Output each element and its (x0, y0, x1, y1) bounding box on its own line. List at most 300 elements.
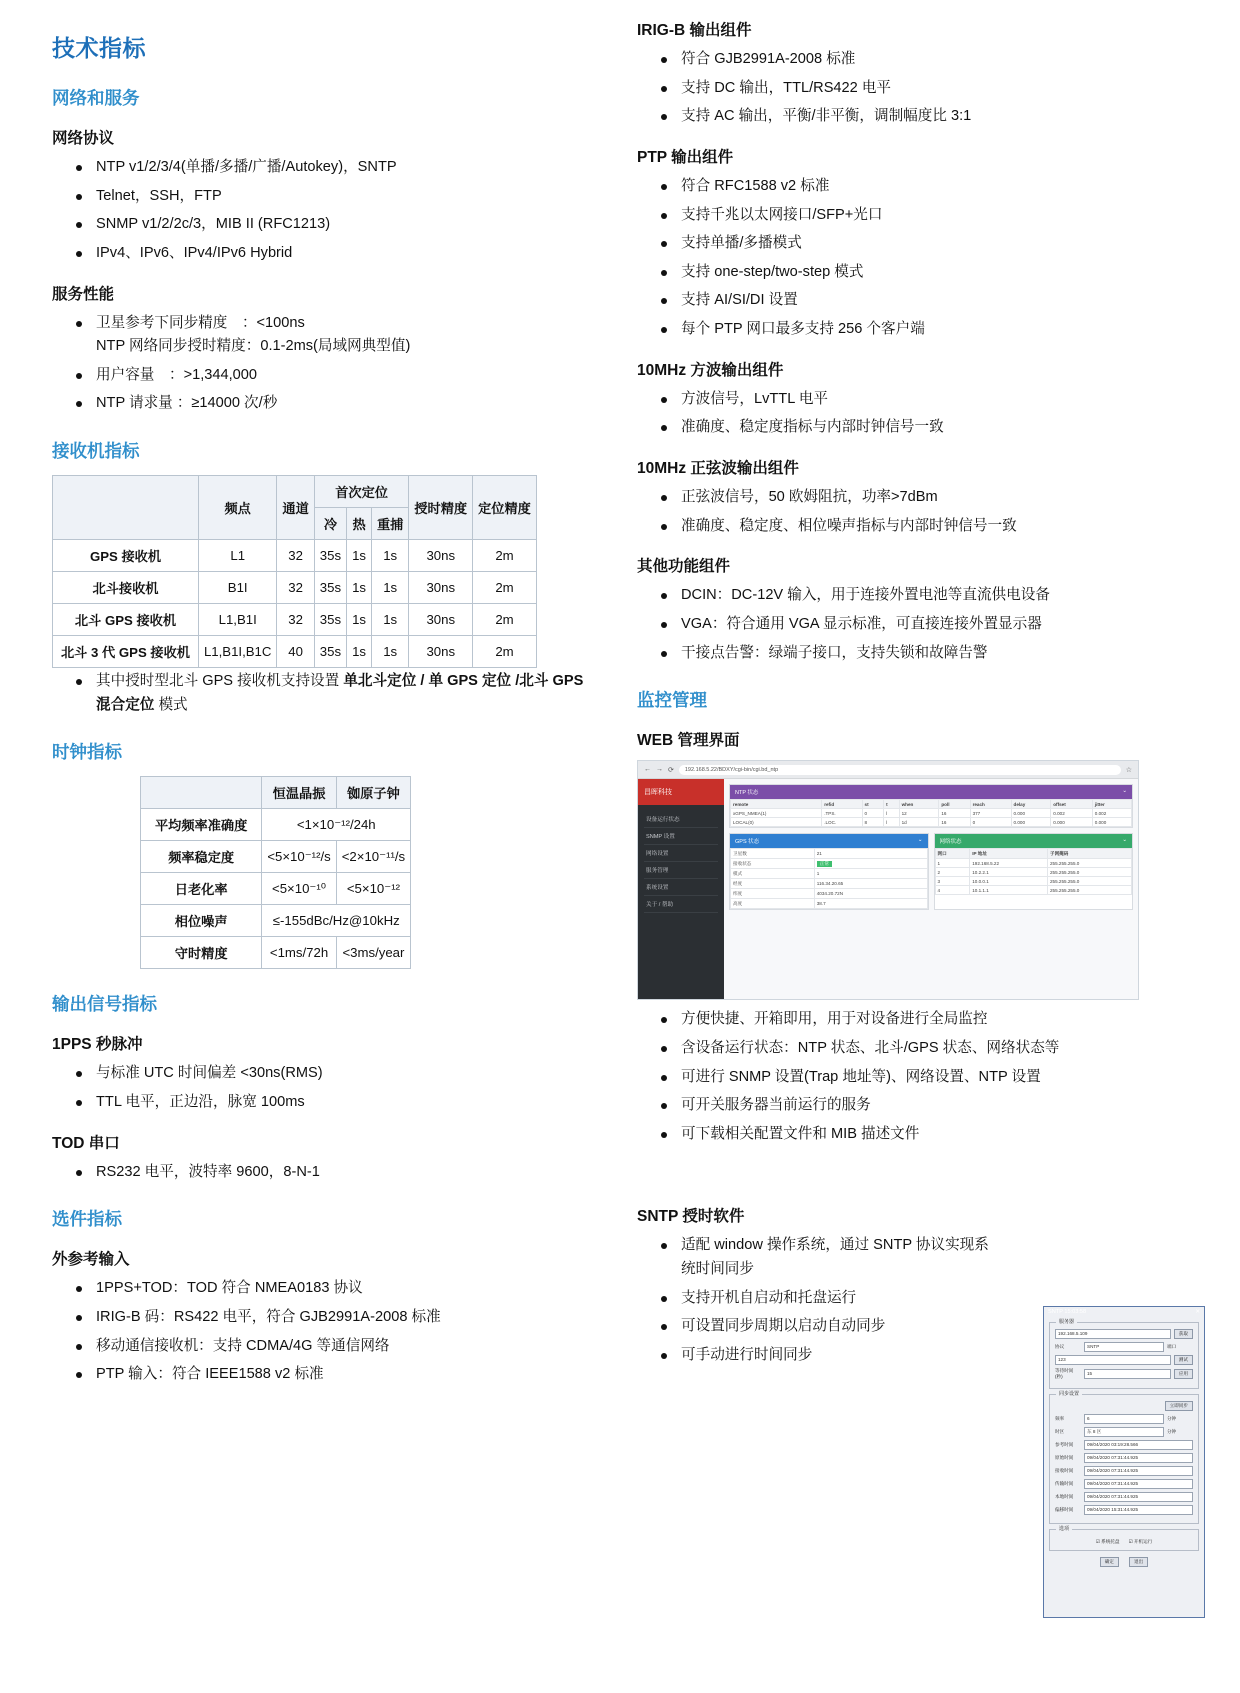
th-jitter: jitter (1092, 800, 1131, 809)
list-item: DCIN：DC-12V 输入，用于连接外置电池等直流供电设备 (659, 584, 1170, 608)
list-item: 可进行 SNMP 设置(Trap 地址等)、网络设置、NTP 设置 (659, 1066, 1170, 1090)
receive-time-label: 接收时间 (1055, 1468, 1074, 1473)
protocol-list (40, 156, 585, 266)
cell-freq: L1 (198, 540, 276, 572)
cell: 0 (862, 809, 884, 818)
table-header-row (731, 800, 1132, 809)
address-bar[interactable]: 192.168.5.22/BDXY/cgi-bin/cgi.bd_ntp (679, 765, 1121, 775)
local-time-row (1055, 1492, 1193, 1502)
cell-hot: 1s (347, 604, 372, 636)
cell-name: 频率稳定度 (141, 841, 262, 873)
cell-ocxo: <5×10⁻¹⁰ (262, 873, 336, 905)
web-feature-list (625, 1008, 1170, 1146)
cell-rubidium: <3ms/year (336, 937, 410, 969)
ptp-list (625, 175, 1170, 342)
table-row (141, 873, 411, 905)
cell-pos: 2m (473, 636, 537, 668)
frequency-input[interactable]: 6 (1084, 1414, 1164, 1424)
cell-cold: 35s (314, 540, 346, 572)
dialog-footer (1044, 1557, 1204, 1567)
table-body (935, 859, 1132, 895)
table-body (141, 809, 411, 969)
cell-label: 卫星数 (731, 849, 815, 859)
section-heading-monitor: 监控管理 (637, 690, 707, 711)
list-item: Telnet，SSH，FTP (74, 185, 585, 209)
list-item: 可设置同步周期以启动自动同步 (659, 1315, 989, 1339)
group-legend: 服务器 (1056, 1318, 1077, 1325)
panel-header (730, 834, 928, 848)
reload-icon[interactable]: ⟳ (668, 766, 674, 774)
list-item: 方波信号，LvTTL 电平 (659, 388, 1170, 412)
protocol-row (1055, 1342, 1193, 1352)
cell-value: 116.34.20.65 (814, 879, 927, 889)
cell-ch: 32 (277, 572, 314, 604)
table-row (731, 879, 928, 889)
cell-freq: L1,B1I (198, 604, 276, 636)
cell: 255.255.255.0 (1047, 886, 1131, 895)
table-row (731, 869, 928, 879)
tod-list (40, 1161, 585, 1185)
cell: 8 (862, 818, 884, 827)
cell-rubidium: <5×10⁻¹² (336, 873, 410, 905)
receiver-spec-table (52, 475, 537, 668)
network-status-panel (934, 833, 1134, 910)
cell-value-merged: <1×10⁻¹²/24h (262, 809, 411, 841)
frequency-label: 频率 (1055, 1416, 1065, 1421)
offset-time-row (1055, 1505, 1193, 1515)
cell: l (884, 809, 899, 818)
receive-time-row (1055, 1466, 1193, 1476)
performance-list (40, 312, 585, 417)
subsection-heading-sntp-software: SNTP 授时软件 (637, 1208, 745, 1226)
th-reacquire: 重捕 (372, 508, 409, 540)
list-item: 支持千兆以太网接口/SFP+光口 (659, 204, 1170, 228)
table-header-row (141, 777, 411, 809)
list-item: 移动通信接收机：支持 CDMA/4G 等通信网络 (74, 1335, 585, 1359)
cell-reacq: 1s (372, 636, 409, 668)
cell: 255.255.255.0 (1047, 877, 1131, 886)
status-badge: 正常 (817, 861, 832, 867)
cell: 1 (935, 859, 970, 868)
tray-checkbox[interactable]: ☑ 系统托盘 (1095, 1539, 1120, 1544)
frequency-row (1055, 1414, 1193, 1424)
cell-value: 21 (814, 849, 927, 859)
cell: 12 (899, 809, 939, 818)
originate-time-value: 09/04/2020 07:31:44.925 (1084, 1453, 1193, 1463)
th-time-accuracy: 授时精度 (409, 476, 473, 540)
section-heading-network: 网络和服务 (52, 88, 140, 108)
cell-name: GPS 接收机 (53, 540, 199, 572)
sidebar-item-device-status[interactable]: 设备运行状态 (644, 811, 718, 828)
web-app-body (638, 779, 1138, 1000)
cell-hot: 1s (347, 572, 372, 604)
cell-name: 守时精度 (141, 937, 262, 969)
cell: 2 (935, 868, 970, 877)
table-row (731, 818, 1132, 827)
th-corner (141, 777, 262, 809)
forward-icon[interactable]: → (656, 766, 663, 774)
cell: 0.000 (1092, 818, 1131, 827)
th-delay: delay (1011, 800, 1051, 809)
subsection-heading-irigb: IRIG-B 输出组件 (637, 22, 752, 39)
gps-status-panel (729, 833, 929, 910)
external-ref-list (40, 1277, 585, 1387)
timeout-input[interactable]: 15 (1084, 1369, 1171, 1379)
reference-time-value: 09/04/2020 03:19:28.566 (1084, 1440, 1193, 1450)
list-item: VGA：符合通用 VGA 显示标准，可直接连接外置显示器 (659, 613, 1170, 637)
sync-group (1049, 1391, 1199, 1524)
cell-ch: 40 (277, 636, 314, 668)
panel-header (935, 834, 1133, 848)
list-item: NTP 请求量 ：≥14000 次/秒 (74, 392, 585, 416)
gps-status-table (730, 848, 928, 909)
back-icon[interactable]: ← (644, 766, 651, 774)
table-row (935, 877, 1132, 886)
web-main-area (724, 779, 1138, 1000)
subsection-heading-external-ref: 外参考输入 (52, 1251, 130, 1269)
receive-time-value: 09/04/2020 07:31:44.925 (1084, 1466, 1193, 1476)
cell-ch: 32 (277, 540, 314, 572)
subsection-heading-performance: 服务性能 (52, 285, 115, 303)
th-frequency: 频点 (198, 476, 276, 540)
cell: 0.002 (1051, 809, 1093, 818)
cell-pos: 2m (473, 604, 537, 636)
list-item: 含设备运行状态：NTP 状态、北斗/GPS 状态、网络状态等 (659, 1037, 1170, 1061)
list-item: 准确度、稳定度指标与内部时钟信号一致 (659, 416, 1170, 440)
cell-freq: B1I (198, 572, 276, 604)
frequency-unit: 分钟 (1167, 1416, 1177, 1421)
cell: l (884, 818, 899, 827)
sine-wave-list (625, 486, 1170, 538)
transmit-time-row (1055, 1479, 1193, 1489)
cell: 16 (939, 809, 970, 818)
table-row (935, 886, 1132, 895)
th-st: st (862, 800, 884, 809)
list-item: 1PPS+TOD：TOD 符合 NMEA0183 协议 (74, 1277, 585, 1301)
port-label: 端口 (1167, 1344, 1177, 1349)
list-item: 符合 GJB2991A-2008 标准 (659, 48, 1170, 72)
cell-hot: 1s (347, 540, 372, 572)
list-item: 用户容量 ：>1,344,000 (74, 364, 585, 388)
th-corner (53, 476, 199, 540)
subsection-heading-tod: TOD 串口 (52, 1134, 120, 1152)
options-checkboxes (1055, 1539, 1193, 1545)
list-item: 支持 AI/SI/DI 设置 (659, 289, 1170, 313)
cell: LOCAL(0) (731, 818, 822, 827)
cell: 0 (970, 818, 1011, 827)
cell: 255.255.255.0 (1047, 868, 1131, 877)
cell-ocxo: <1ms/72h (262, 937, 336, 969)
cell-label: 模式 (731, 869, 815, 879)
web-sidebar (638, 779, 724, 1000)
cell: 0.000 (1011, 809, 1051, 818)
subsection-heading-square-wave: 10MHz 方波输出组件 (637, 361, 784, 379)
status-panels-row (729, 833, 1133, 915)
list-item: 符合 RFC1588 v2 标准 (659, 175, 1170, 199)
cell-ch: 32 (277, 604, 314, 636)
local-time-value: 09/04/2020 07:31:44.925 (1084, 1492, 1193, 1502)
table-row (141, 809, 411, 841)
transmit-time-label: 传输时间 (1055, 1481, 1074, 1486)
table-body (731, 809, 1132, 827)
network-status-table (935, 848, 1133, 895)
cell-value: 1 (814, 869, 927, 879)
sidebar-item-snmp[interactable]: SNMP 设置 (644, 828, 718, 845)
table-row (935, 868, 1132, 877)
page-title: 技术指标 (52, 35, 146, 61)
table-row (731, 859, 928, 869)
protocol-input[interactable]: SNTP (1084, 1342, 1164, 1352)
sntp-software-screenshot (1043, 1306, 1205, 1618)
timezone-row (1055, 1427, 1193, 1437)
cell: 0.002 (1092, 809, 1131, 818)
subsection-heading-sine-wave: 10MHz 正弦波输出组件 (637, 460, 799, 478)
chevron-down-icon[interactable]: ⌄ (917, 837, 923, 844)
table-row (731, 889, 928, 899)
brand-logo: 昌晖科技 (638, 779, 724, 805)
cell-reacq: 1s (372, 572, 409, 604)
table-row (53, 540, 537, 572)
test-button[interactable]: 测试 (1174, 1355, 1193, 1365)
list-item: PTP 输入：符合 IEEE1588 v2 标准 (74, 1363, 585, 1387)
cell-value: 38.7 (814, 899, 927, 909)
note-bold: 单北斗定位 / 单 GPS 定位 /北斗 GPS 混合定位 (96, 673, 584, 713)
subsection-heading-1pps: 1PPS 秒脉冲 (52, 1036, 143, 1054)
th-channel: 通道 (277, 476, 314, 540)
th-reach: reach (970, 800, 1011, 809)
clock-spec-table (140, 776, 411, 969)
table-row (53, 636, 537, 668)
timeout-label: 等待时间(秒) (1055, 1368, 1074, 1379)
table-row (141, 841, 411, 873)
cell: 16 (939, 818, 970, 827)
list-item: 准确度、稳定度、相位噪声指标与内部时钟信号一致 (659, 515, 1170, 539)
cell-cold: 35s (314, 572, 346, 604)
panel-title: GPS 状态 (735, 839, 760, 846)
cell-name: 相位噪声 (141, 905, 262, 937)
originate-time-label: 原始时间 (1055, 1455, 1074, 1460)
offset-time-label: 偏移时间 (1055, 1507, 1074, 1512)
table-row (53, 604, 537, 636)
other-components-list (625, 584, 1170, 665)
cell-rubidium: <2×10⁻¹¹/s (336, 841, 410, 873)
th-first-fix: 首次定位 (314, 476, 409, 508)
sidebar-item-network[interactable]: 网络设置 (644, 845, 718, 862)
cell-name: 北斗 GPS 接收机 (53, 604, 199, 636)
cell: 0.000 (1011, 818, 1051, 827)
sntp-window-titlebar (1044, 1307, 1204, 1317)
cell: 10.2.2.1 (970, 868, 1048, 877)
cell: .TPS. (822, 809, 862, 818)
list-item: 与标准 UTC 时间偏差 <30ns(RMS) (74, 1062, 585, 1086)
th-cold: 冷 (314, 508, 346, 540)
timezone-select[interactable]: 东 8 区 (1084, 1427, 1164, 1437)
cell-pos: 2m (473, 572, 537, 604)
irigb-list (625, 48, 1170, 129)
table-row (731, 899, 928, 909)
th-mask: 子网掩码 (1047, 849, 1131, 859)
options-group (1049, 1526, 1199, 1551)
th-offset: offset (1051, 800, 1093, 809)
reference-time-row (1055, 1440, 1193, 1450)
cell: 377 (970, 809, 1011, 818)
table-head (731, 800, 1132, 809)
th-rubidium: 铷原子钟 (336, 777, 410, 809)
list-item: SNMP v1/2/2c/3，MIB II (RFC1213) (74, 213, 585, 237)
cell: 10.0.0.1 (970, 877, 1048, 886)
list-item (74, 312, 585, 359)
server-row (1055, 1329, 1193, 1339)
th-when: when (899, 800, 939, 809)
subsection-heading-ptp: PTP 输出组件 (637, 148, 734, 166)
subsection-heading-protocols: 网络协议 (52, 130, 115, 147)
list-item (74, 670, 585, 717)
window-title: SNTP 15:03:58 (1048, 1309, 1087, 1315)
cell-reacq: 1s (372, 540, 409, 572)
list-item: 干接点告警：绿端子接口，支持失锁和故障告警 (659, 642, 1170, 666)
cell-label: 接收状态 (731, 859, 815, 869)
list-item: 支持开机自启动和托盘运行 (659, 1287, 989, 1311)
table-row (935, 859, 1132, 868)
transmit-time-value: 09/04/2020 07:31:44.925 (1084, 1479, 1193, 1489)
th-t: t (884, 800, 899, 809)
cell: .LOC. (822, 818, 862, 827)
section-heading-output-signal: 输出信号指标 (52, 994, 157, 1015)
table-head (53, 476, 537, 540)
startup-checkbox[interactable]: ☑ 开机运行 (1128, 1539, 1153, 1544)
perf-item-0-text: 卫星参考下同步精度 ：<100ns (96, 314, 305, 331)
cell: 1d (899, 818, 939, 827)
cell-value-merged: ≤-155dBc/Hz@10kHz (262, 905, 411, 937)
list-item: 可手动进行时间同步 (659, 1344, 989, 1368)
close-icon[interactable]: ✕ (1195, 1309, 1200, 1315)
list-item: 可下载相关配置文件和 MIB 描述文件 (659, 1123, 1170, 1147)
table-row (53, 572, 537, 604)
list-item: IRIG-B 码：RS422 电平，符合 GJB2991A-2008 标准 (74, 1306, 585, 1330)
table-row (141, 905, 411, 937)
port-input[interactable]: 123 (1055, 1355, 1171, 1365)
receiver-note-list (40, 670, 585, 717)
timezone-label: 时区 (1055, 1429, 1065, 1434)
table-head (935, 849, 1132, 859)
pps-list (40, 1062, 585, 1114)
cell-time: 30ns (409, 604, 473, 636)
group-legend: 选项 (1056, 1525, 1072, 1532)
tray-checkbox-label: 系统托盘 (1101, 1539, 1120, 1544)
perf-item-0-subline: NTP 网络同步授时精度：0.1-2ms(局域网典型值) (96, 338, 411, 355)
exit-button[interactable]: 退出 (1129, 1557, 1148, 1567)
list-item: 支持 AC 输出，平衡/非平衡，调制幅度比 3:1 (659, 105, 1170, 129)
get-button[interactable]: 获取 (1174, 1329, 1193, 1339)
chevron-down-icon[interactable]: ⌄ (1122, 837, 1127, 844)
apply-button[interactable]: 应用 (1174, 1369, 1193, 1379)
cell-time: 30ns (409, 636, 473, 668)
cell: 255.255.255.0 (1047, 859, 1131, 868)
table-body (731, 849, 928, 909)
cell-cold: 35s (314, 636, 346, 668)
cell: 10.1.1.1 (970, 886, 1048, 895)
reference-time-label: 参考时间 (1055, 1442, 1074, 1447)
cell-hot: 1s (347, 636, 372, 668)
cell-name: 日老化率 (141, 873, 262, 905)
sidebar-item-about[interactable]: 关于 / 帮助 (644, 896, 718, 913)
two-column-layout (40, 18, 1200, 1693)
timezone-unit: 分钟 (1167, 1429, 1177, 1434)
cell-label: 经度 (731, 879, 815, 889)
list-item: RS232 电平，波特率 9600，8-N-1 (74, 1161, 585, 1185)
offset-time-value: 09/04/2020 15:31:44.925 (1084, 1505, 1193, 1515)
cell: xGPS_NMEA(1) (731, 809, 822, 818)
table-body (53, 540, 537, 668)
browser-toolbar (638, 761, 1138, 779)
cell-reacq: 1s (372, 604, 409, 636)
cell-label: 纬度 (731, 889, 815, 899)
sidebar-item-services[interactable]: 服务管理 (644, 862, 718, 879)
list-item: NTP v1/2/3/4(单播/多播/广播/Autokey)，SNTP (74, 156, 585, 180)
th-ip: IP 地址 (970, 849, 1048, 859)
square-wave-list (625, 388, 1170, 440)
timeout-row (1055, 1368, 1193, 1380)
originate-time-row (1055, 1453, 1193, 1463)
table-header-row (935, 849, 1132, 859)
th-position-accuracy: 定位精度 (473, 476, 537, 540)
cell-name: 北斗接收机 (53, 572, 199, 604)
table-row (141, 937, 411, 969)
sync-now-button[interactable]: 立即同步 (1165, 1401, 1193, 1411)
list-item: IPv4、IPv6、IPv4/IPv6 Hybrid (74, 242, 585, 266)
th-ocxo: 恒温晶振 (262, 777, 336, 809)
port-row (1055, 1355, 1193, 1365)
ok-button[interactable]: 确定 (1100, 1557, 1119, 1567)
note-suffix: 模式 (154, 696, 188, 713)
cell-pos: 2m (473, 540, 537, 572)
th-remote: remote (731, 800, 822, 809)
list-item: 每个 PTP 网口最多支持 256 个客户端 (659, 318, 1170, 342)
list-item: 方便快捷、开箱即用，用于对设备进行全局监控 (659, 1008, 1170, 1032)
table-header-row-1 (53, 476, 537, 508)
startup-checkbox-label: 开机运行 (1133, 1539, 1153, 1544)
ntp-status-table (730, 799, 1132, 827)
list-item: 支持单播/多播模式 (659, 232, 1170, 256)
list-item: 适配 window 操作系统，通过 SNTP 协议实现系统时间同步 (659, 1234, 989, 1281)
local-time-label: 本地时间 (1055, 1494, 1074, 1499)
subsection-heading-other-components: 其他功能组件 (637, 558, 731, 576)
cell-cold: 35s (314, 604, 346, 636)
cell: 4 (935, 886, 970, 895)
cell-label: 高度 (731, 899, 815, 909)
cell-name: 平均频率准确度 (141, 809, 262, 841)
cell-value: 4034.20.72N (814, 889, 927, 899)
list-item: 可开关服务器当前运行的服务 (659, 1094, 1170, 1118)
section-heading-receiver: 接收机指标 (52, 441, 140, 462)
table-row (731, 849, 928, 859)
panel-title: NTP 状态 (735, 790, 759, 797)
cell-name: 北斗 3 代 GPS 接收机 (53, 636, 199, 668)
server-group (1049, 1319, 1199, 1389)
chevron-down-icon[interactable]: ⌄ (1122, 788, 1127, 795)
list-item: 支持 DC 输出，TTL/RS422 电平 (659, 77, 1170, 101)
table-row (731, 809, 1132, 818)
sidebar-item-system[interactable]: 系统设置 (644, 879, 718, 896)
sidebar-nav (638, 805, 724, 919)
star-icon[interactable]: ☆ (1125, 766, 1132, 774)
sntp-feature-list (625, 1234, 989, 1367)
cell: 192.168.5.22 (970, 859, 1048, 868)
group-legend: 同步设置 (1056, 1390, 1082, 1397)
server-input[interactable]: 192.168.5.109 (1055, 1329, 1171, 1339)
cell-freq: L1,B1I,B1C (198, 636, 276, 668)
note-prefix: 其中授时型北斗 GPS 接收机支持设置 (96, 673, 344, 690)
